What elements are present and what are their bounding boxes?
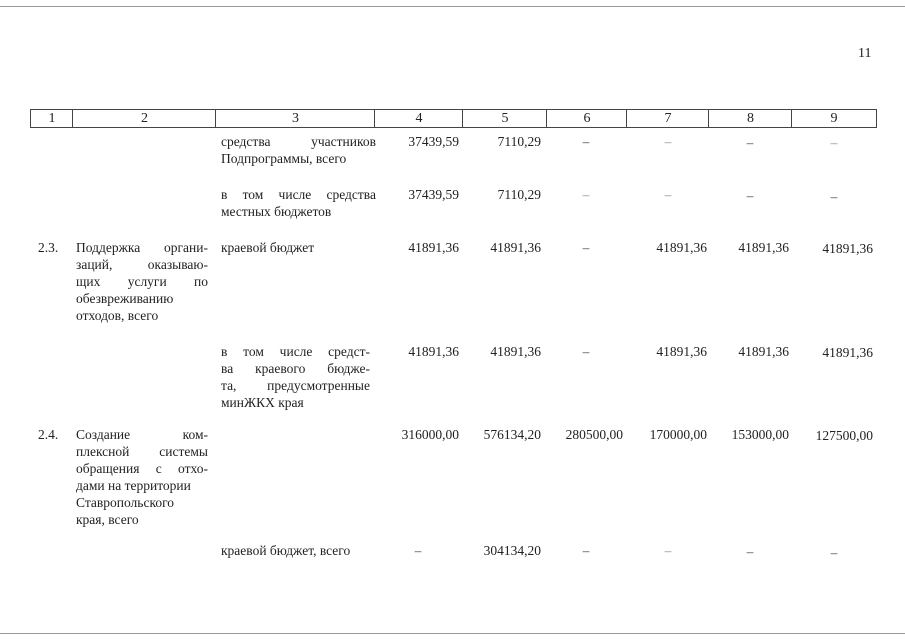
source-line: минЖКХ края [221,395,304,410]
value-cell: – [414,543,422,558]
value-cell: 280500,00 [565,427,623,442]
value-cell: – [664,543,672,558]
value-cell: 7110,29 [497,134,541,149]
value-cell: 576134,20 [483,427,541,442]
activity-name-line: обращения с отхо- [76,461,208,476]
scan-edge-top [0,6,905,7]
activity-name-line: края, всего [76,512,139,527]
value-cell: – [664,134,672,149]
header-col-6: 6 [546,109,627,128]
value-cell: – [746,188,754,203]
value-cell: 41891,36 [738,240,789,255]
activity-name-line: Создание ком- [76,427,208,442]
source-line: краевой бюджет, всего [221,543,351,558]
header-col-9: 9 [791,109,877,128]
activity-name-line: заций, оказываю- [76,257,208,272]
row-number: 2.3. [38,240,59,255]
activity-name-line: щих услуги по [76,274,208,289]
activity-name-line: Поддержка органи- [76,240,208,255]
header-col-3: 3 [215,109,375,128]
scan-edge-bottom [0,633,905,634]
value-cell: – [830,545,838,560]
value-cell: – [582,240,590,255]
row-number: 2.4. [38,427,59,442]
value-cell: 41891,36 [490,344,541,359]
value-cell: – [830,189,838,204]
value-cell: 41891,36 [822,241,873,256]
header-col-5: 5 [462,109,547,128]
activity-name-line: плексной системы [76,444,208,459]
header-col-2: 2 [72,109,216,128]
source-line: местных бюджетов [221,204,332,219]
header-col-8: 8 [708,109,792,128]
value-cell: 316000,00 [401,427,459,442]
header-col-7: 7 [626,109,709,128]
value-cell: – [582,543,590,558]
value-cell: – [746,135,754,150]
value-cell: 127500,00 [815,428,873,443]
value-cell: – [582,134,590,149]
value-cell: 170000,00 [649,427,707,442]
value-cell: 153000,00 [731,427,789,442]
value-cell: – [830,135,838,150]
table-header-row [30,109,876,127]
source-line: в том числе средст- [221,344,370,359]
source-line: краевой бюджет [221,240,315,255]
source-line: Подпрограммы, всего [221,151,347,166]
source-line: средства участников [221,134,376,149]
value-cell: 41891,36 [408,344,459,359]
value-cell: 37439,59 [408,134,459,149]
activity-name-line: обезвреживанию [76,291,174,306]
value-cell: 41891,36 [656,344,707,359]
value-cell: 41891,36 [822,345,873,360]
value-cell: – [582,187,590,202]
header-col-1: 1 [30,109,73,128]
value-cell: 41891,36 [408,240,459,255]
page-number: 11 [858,46,872,61]
value-cell: 304134,20 [483,543,541,558]
activity-name-line: дами на территории [76,478,191,493]
source-line: ва краевого бюдже- [221,361,370,376]
source-line: в том числе средства [221,187,376,202]
value-cell: – [664,187,672,202]
value-cell: 37439,59 [408,187,459,202]
value-cell: – [746,544,754,559]
value-cell: 41891,36 [656,240,707,255]
value-cell: – [582,344,590,359]
value-cell: 41891,36 [738,344,789,359]
value-cell: 41891,36 [490,240,541,255]
header-col-4: 4 [374,109,463,128]
value-cell: 7110,29 [497,187,541,202]
activity-name-line: Ставропольского [76,495,175,510]
activity-name-line: отходов, всего [76,308,159,323]
source-line: та, предусмотренные [221,378,370,393]
